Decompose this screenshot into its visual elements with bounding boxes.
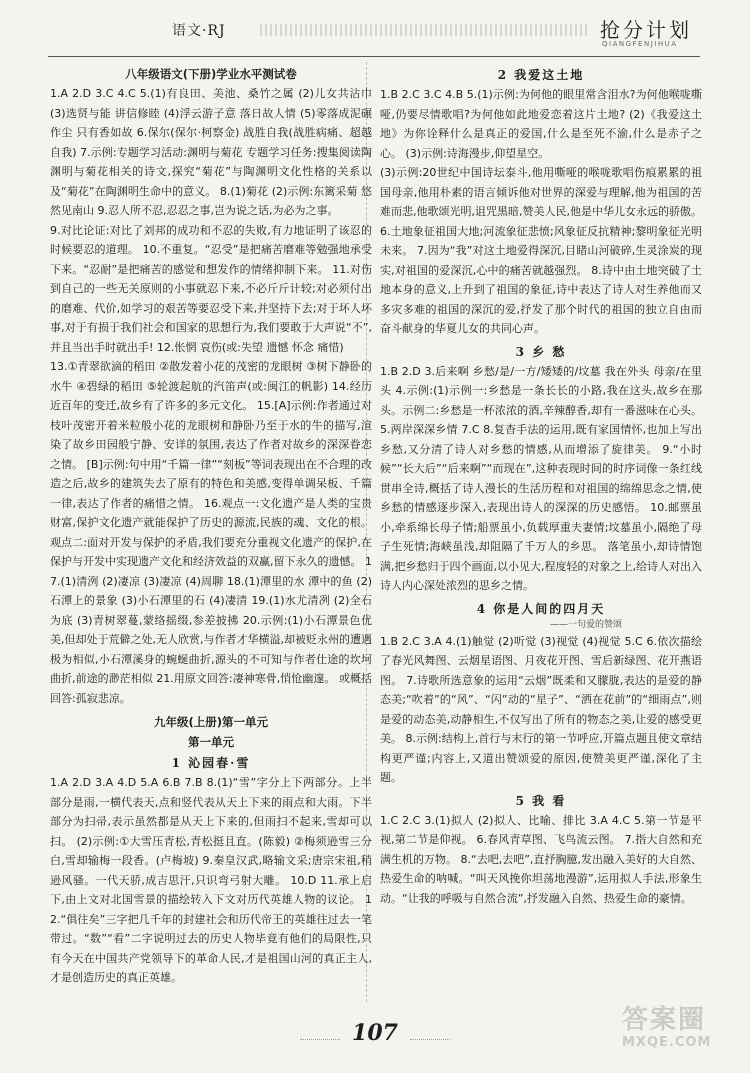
lesson-title: 1 沁园春·雪: [171, 756, 251, 770]
answer-paragraph: 9.对比论证:对比了刘邦的成功和不忍的失败,有力地证明了该忍的时候要忍的道理。 10.不重复。“忍受”是把痛苦磨难等勉强地承受下来。“忍耐”是把痛苦的感觉和想发作的情绪抑制下来。 11.对伤到自己的一些无关原则的小事就忍下来,不必斤斤计较;对必须付出的磨难、代价,如学习的艰苦等要忍受下来,并坚持下去;对于坏人坏事,对于有损于我们社会和国家的思想行为,我们要敢于大声说“不”,并且当出手时就出手! 12.怅惘 哀伤(或:失望 遗憾 怀念 痛惜): [50, 223, 372, 354]
lesson-title: 5 我 看: [515, 793, 567, 808]
header-rule: [48, 56, 700, 57]
lesson-subtitle: ——一句爱的赞颂: [549, 619, 622, 630]
lesson-title: 2 我爱这土地: [497, 68, 585, 82]
page-number: 107: [352, 1020, 398, 1046]
answer-paragraph: 1.B 2.C 3.C 4.B 5.(1)示例:为何他的眼里常含泪水?为何他喉咙嘶哑,仍要尽情歌唱?为何他如此地爱恋着这片土地? (2)《我爱这土地》为你诠释什么是真正的爱国,什么是至死不渝,什么是赤子之心。 (3)示例:诗海漫步,仰望星空。: [380, 88, 702, 160]
answer-paragraph: 1.A 2.D 3.C 4.C 5.(1)有良田、美池、桑竹之属 (2)儿女共沾巾 (3)选贤与能 讲信修睦 (4)浮云游子意 落日故人情 (5)零落成泥碾作尘 只有香如故 6.保尔(保尔·柯察金) 战胜自我(战胜病痛、超越自我) 7.示例:专题学习活动:渊明与菊花 专题学习任务:搜集阅读陶渊明与菊花相关的诗文,探究“菊花”与陶渊明文化性格的关系以及“菊花”在陶渊明生命中的意义。 8.(1)菊花 (2)示例:东篱采菊 悠然见南山 9.忍人所不忍,忍忍之事,岂为说之话,为必为之事。: [50, 87, 372, 217]
header-dot-band: [260, 24, 590, 36]
answer-paragraph: 1.C 2.C 3.(1)拟人 (2)拟人、比喻、排比 3.A 4.C 5.第一节是平视,第二节是仰视。 6.春风青草图、飞鸟流云图。 7.指大自然和充满生机的万物。 8.“去吧,去吧”,直抒胸臆,发出融入美好的大自然、热爱生命的呐喊。“叫天风挽你坦荡地漫游”,运用拟人手法,形象生动。“让我的呼吸与自然合流”,抒发融入自然、热爱生命的豪情。: [380, 813, 702, 905]
answer-paragraph: 13.①青翠欲滴的稻田 ②散发着小花的茂密的龙眼树 ③树下静卧的水牛 ④碧绿的稻田 ⑤轮渡起航的汽笛声(或:闽江的帆影) 14.经历近百年的变迁,故乡有了许多的多元文化。 15.[A]示例:作者通过对枝叶茂密开着米粒般小花的龙眼树和静卧乃至于水的牛的描写,渲染了故乡田园般宁静、安详的氛围,表达了作者对故乡的深深眷恋之情。 [B]示例:句中用“千篇一律”“刻板”等词表现出在不合理的改造之后,故乡的建筑失去了原有的特色和美感,变得单调呆板、千篇一律,表达了作者的痛惜之情。 16.观点一:文化遗产是人类的宝贵财富,保护文化遗产就能保护了历史的源流,民族的魂、文化的根。 观点二:面对开发与保护的矛盾,我们要充分重视文化遗产的保护,在保护与开发中实现遗产文化和经济效益的双赢,留下永久的遗憾。 17.(1)清洌 (2)凄凉 (3)凄凉 (4)周聊 18.(1)潭里的水 潭中的鱼 (2)石潭上的景象 (3)小石潭里的石 (4)凄清 19.(1)水尤清冽 (2)全石为底 (3)青树翠蔓,蒙络摇缀,参差披拂 20.示例:(1)小石潭景色优美,但却处于荒僻之处,无人欣赏,与作者才华横溢,却被贬永州的遭遇极为相似,小石潭溪身的蜿蜒曲折,源头的不可知与作者仕途的坎坷曲折,前途的渺茫相似 21.用原文回答:凄神寒骨,悄怆幽邃。 或概括回答:孤寂悲凉。: [50, 360, 372, 705]
lesson-title: 3 乡 愁: [515, 344, 567, 359]
answer-paragraph: 1.A 2.D 3.A 4.D 5.A 6.B 7.B 8.(1)“雪”字分上下两部分。上半部分是雨,一横代表天,点和竖代表从天上下来的雨点和大雨。下半部分为扫帚,表示虽然都是从天上下来的,但雨扫不起来,雪却可以扫。 (2)示例:①大雪压青松,青松挺且直。(陈毅) ②梅须逊雪三分白,雪却输梅一段香。(卢梅坡) 9.秦皇汉武,略输文采;唐宗宋祖,稍逊风骚。一代天骄,成吉思汗,只识弯弓射大雕。 10.D 11.承上启下,由上文对北国雪景的描绘转入下文对历代英雄人物的议论。 12.“俱往矣”三字把几千年的封建社会和历代帝王的英雄往过去一笔带过。“数”“看”二字说明过去的历史人物毕竟有他们的局限性,只有今天在中国共产党领导下的革命人民,才是祖国山河的真正主人,才是创造历史的真正英雄。: [50, 776, 372, 984]
lesson-title: 4 你是人间的四月天: [476, 601, 606, 616]
unit-subtitle: 第一单元: [188, 735, 234, 749]
brand-pinyin: QIANGFENJIHUA: [602, 40, 678, 48]
subject-label: 语文·RJ: [172, 23, 226, 39]
brand-title: 抢分计划: [600, 18, 692, 42]
watermark-logo: [622, 1005, 740, 1061]
watermark-text: 答案圈: [622, 1005, 707, 1035]
answer-paragraph: 1.B 2.D 3.后来啊 乡愁/是/一方/矮矮的/坟墓 我在外头 母亲/在里头 4.示例:(1)示例一:乡愁是一条长长的小路,我在这头,故乡在那头。示例二:乡愁是一杯浓浓的酒,辛辣醇香,却有一番滋味在心头。 5.两岸深深乡情 7.C 8.复杳手法的运用,既有家国情怀,也加上写出乡愁,又分清了诗人对乡愁的情感,从而增添了旋律美。 9.“小时候”“长大后”“后来啊”“而现在”,这种表现时间的时序词像一条红线贯串全诗,概括了诗人漫长的生活历程和对祖国的绵绵思念之情,使乡愁的情感逐步深入,表现出诗人的深深的历史感悟。 10.邮票虽小,牵系绵长母子情;船票虽小,负载厚重夫妻情;坟墓虽小,隔绝了母子生死情;海峡虽浅,却阻隔了千万人的乡思。 落笔虽小,却诗情饱满,把乡愁归于四个画面,以小见大,程度轻的对象之上,给诗人对出入诗人内心深处浓烈的思乡之情。: [380, 364, 702, 592]
exam-section-title: 八年级语文(下册)学业水平测试卷: [125, 67, 297, 81]
watermark-url: MXQE.COM: [622, 1035, 712, 1050]
answer-paragraph: (3)示例:20世纪中国诗坛泰斗,他用嘶哑的喉咙歌唱伤痕累累的祖国母亲,他用朴素的语言倾诉他对世界的深爱与理解,他为祖国的苦难而悲,他歌颂光明,诅咒黑暗,赞美人民,他是中华儿女永远的骄傲。 6.土地象征祖国大地;河流象征悲愤;风象征反抗精神;黎明象征光明未来。 7.因为“我”对这土地爱得深沉,目睹山河破碎,生灵涂炭的现实,对祖国的爱深沉,心中的痛苦就越强烈。 8.诗中由土地突破了土地本身的意义,上升到了祖国的象征,诗中表达了诗人对生养他而又多灾多难的祖国的深沉的爱,抒发了那个时代的祖国的独立自由而奋斗献身的华夏儿女的共同心声。: [380, 166, 702, 335]
answer-paragraph: 1.B 2.C 3.A 4.(1)触觉 (2)听觉 (3)视觉 (4)视觉 5.C 6.依次描绘了春光风舞图、云烟星语图、月夜花开图、雪后新绿图、花开燕语图。 7.诗歌所选意象的运用“云烟”既柔和又朦胧,表达的是爱的静态美;“吹着”的“风”、“闪”动的“星子”、“洒在花前”的“细雨点”,则是爱的动态美,动静相生,不仅写出了所有的物态之美,让爱的感受更美。 8.示例:结构上,首行与末行的第一节呼应,开篇点题且使文章结构更严谨;内容上,又道出赞颂爱的原因,使赞美更严谨,深化了主题。: [380, 634, 702, 784]
right-column: [380, 62, 702, 908]
unit-section-title: 九年级(上册)第一单元: [153, 715, 268, 729]
left-column: [50, 62, 372, 988]
